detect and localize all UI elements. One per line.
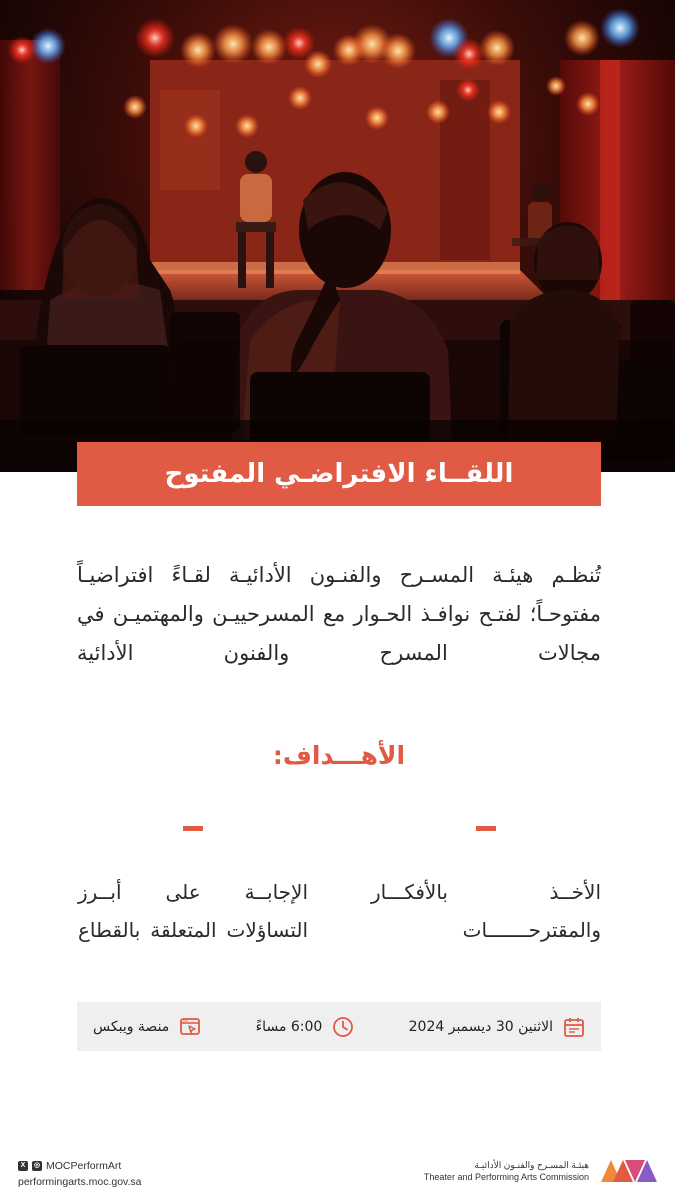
goals-heading: الأهـــداف: — [272, 741, 406, 770]
event-platform — [93, 1016, 201, 1038]
calendar-icon — [563, 1016, 585, 1038]
social-handle-row — [18, 1158, 142, 1174]
event-time-text: 6:00 مساءً — [255, 1018, 323, 1035]
website-link[interactable]: performingarts.moc.gov.sa — [18, 1176, 142, 1188]
goal-dash-marker — [476, 826, 496, 831]
clock-icon — [332, 1016, 354, 1038]
instagram-icon[interactable]: ◎ — [33, 1162, 41, 1169]
goal-text: الأخــذ بالأفكـــار والمقترحـــــــات — [371, 880, 601, 942]
x-icon[interactable]: X — [18, 1161, 28, 1171]
hero-image — [0, 0, 675, 472]
org-names — [424, 1159, 589, 1183]
event-date — [409, 1016, 585, 1038]
social-handle[interactable]: MOCPerformArt — [46, 1160, 122, 1172]
footer-organization — [424, 1158, 657, 1184]
goal-item-questions — [78, 826, 308, 949]
title-banner — [77, 442, 601, 506]
org-name-english: Theater and Performing Arts Commission — [423, 1172, 589, 1182]
event-info-strip — [77, 1002, 601, 1051]
org-name-arabic: هيئـة المسـرح والفنـون الأدائيـة — [474, 1160, 589, 1170]
goal-text: الإجابــة على أبــرز التساؤلات المتعلقة بالقطاع — [78, 880, 308, 942]
event-platform-text: منصة ويبكس — [93, 1018, 170, 1035]
footer-contact — [18, 1158, 142, 1190]
intro-paragraph: تُنظـم هيئـة المسـرح والفنـون الأدائيـة لقـاءً افتراضيـاً مفتوحـاً؛ لفتـح نوافـذ الحـوار مع المسرحييـن والمهتميـن في مجالات المسرح والفنون الأدائية — [77, 563, 601, 665]
webex-platform-icon — [179, 1016, 201, 1038]
event-time — [256, 1016, 355, 1038]
goal-dash-marker — [183, 826, 203, 831]
goal-item-ideas — [371, 826, 601, 949]
page-title: اللقــاء الافتراضـي المفتوح — [164, 459, 514, 489]
theater-scene-illustration — [0, 0, 675, 472]
event-date-text: الاثنين 30 ديسمبر 2024 — [408, 1018, 553, 1035]
commission-logo-icon — [599, 1158, 657, 1184]
